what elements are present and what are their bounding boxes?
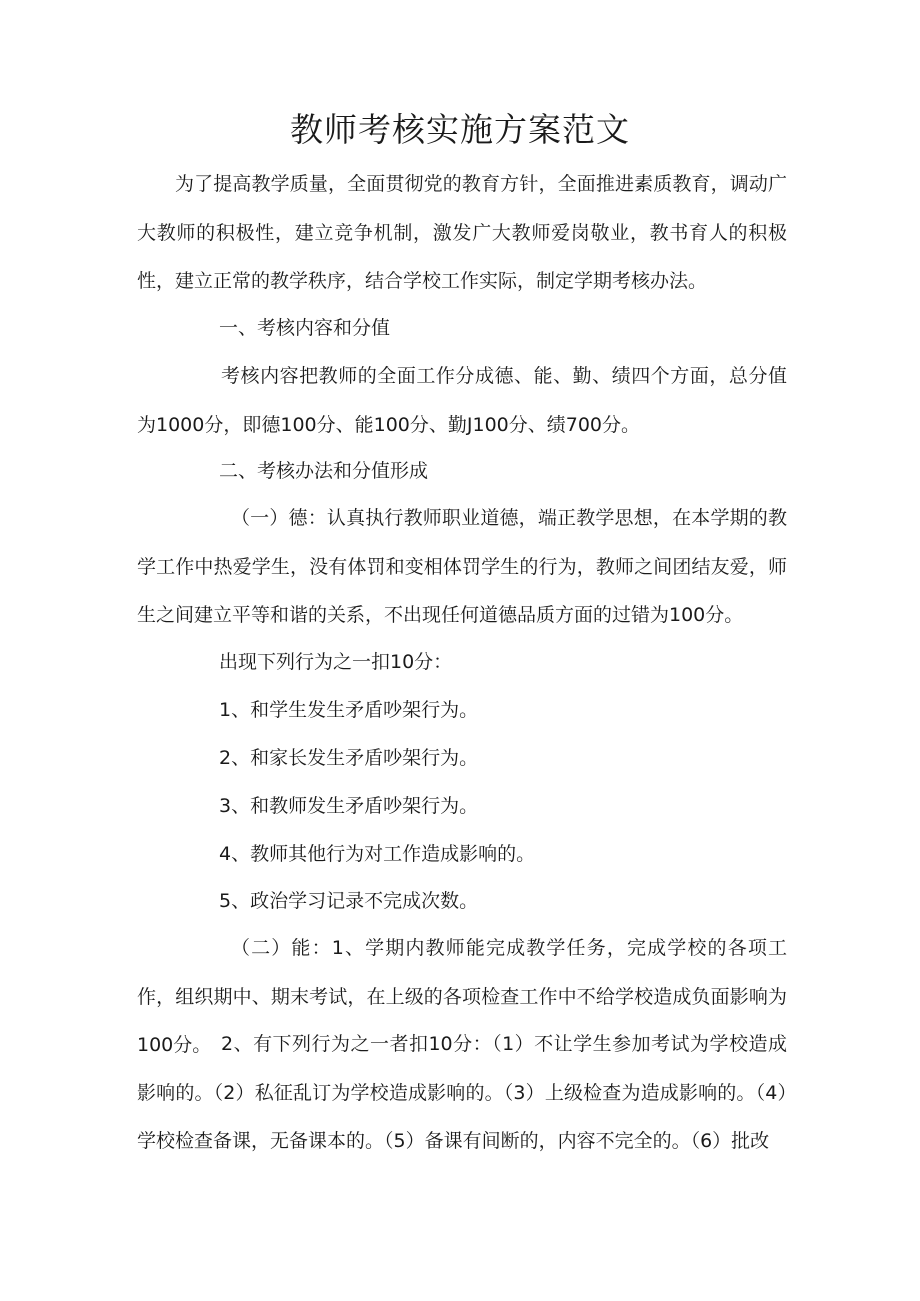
de-paragraph: （一）德：认真执行教师职业道德，端正教学思想，在本学期的教学工作中热爱学生，没有体罚和变相体罚学生的行为，教师之间团结友爱，师生之间建立平等和谐的关系，不出现任何道德品质方面的过错为100分。	[137, 507, 787, 626]
intro-paragraph: 为了提高教学质量，全面贯彻党的教育方针，全面推进素质教育，调动广大教师的积极性，建立竞争机制，激发广大教师爱岗敬业，教书育人的积极性，建立正常的教学秩序，结合学校工作实际，制定学期考核办法。	[137, 173, 787, 292]
deduct-item-4: 4、教师其他行为对工作造成影响的。	[219, 843, 536, 865]
document-title: 教师考核实施方案范文	[290, 110, 630, 149]
neng-paragraph: （二）能：1、学期内教师能完成教学任务，完成学校的各项工作，组织期中、期末考试，在上级的各项检查工作中不给学校造成负面影响为100分。	[137, 937, 787, 1056]
neng-item-2: 2、有下列行为之一者扣10分：（1）不让学生参加考试为学校造成影响的。（2）私征乱订为学校造成影响的。（3）上级检查为造成影响的。（4）学校检查备课，无备课本的。（5）备课有间断的，内容不完全的。（6）批改	[137, 1033, 787, 1152]
deduct-item-1: 1、和学生发生矛盾吵架行为。	[219, 699, 479, 721]
section2-heading: 二、考核办法和分值形成	[219, 460, 429, 482]
deduct-item-5: 5、政治学习记录不完成次数。	[219, 890, 479, 912]
deduct-heading: 出现下列行为之一扣10分：	[219, 651, 453, 673]
deduct-item-3: 3、和教师发生矛盾吵架行为。	[219, 795, 479, 817]
section1-body: 考核内容把教师的全面工作分成德、能、勤、绩四个方面，总分值为1000分，即德100分、能100分、勤J100分、绩700分。	[137, 365, 787, 436]
section1-heading: 一、考核内容和分值	[219, 317, 391, 339]
deduct-item-2: 2、和家长发生矛盾吵架行为。	[219, 747, 479, 769]
